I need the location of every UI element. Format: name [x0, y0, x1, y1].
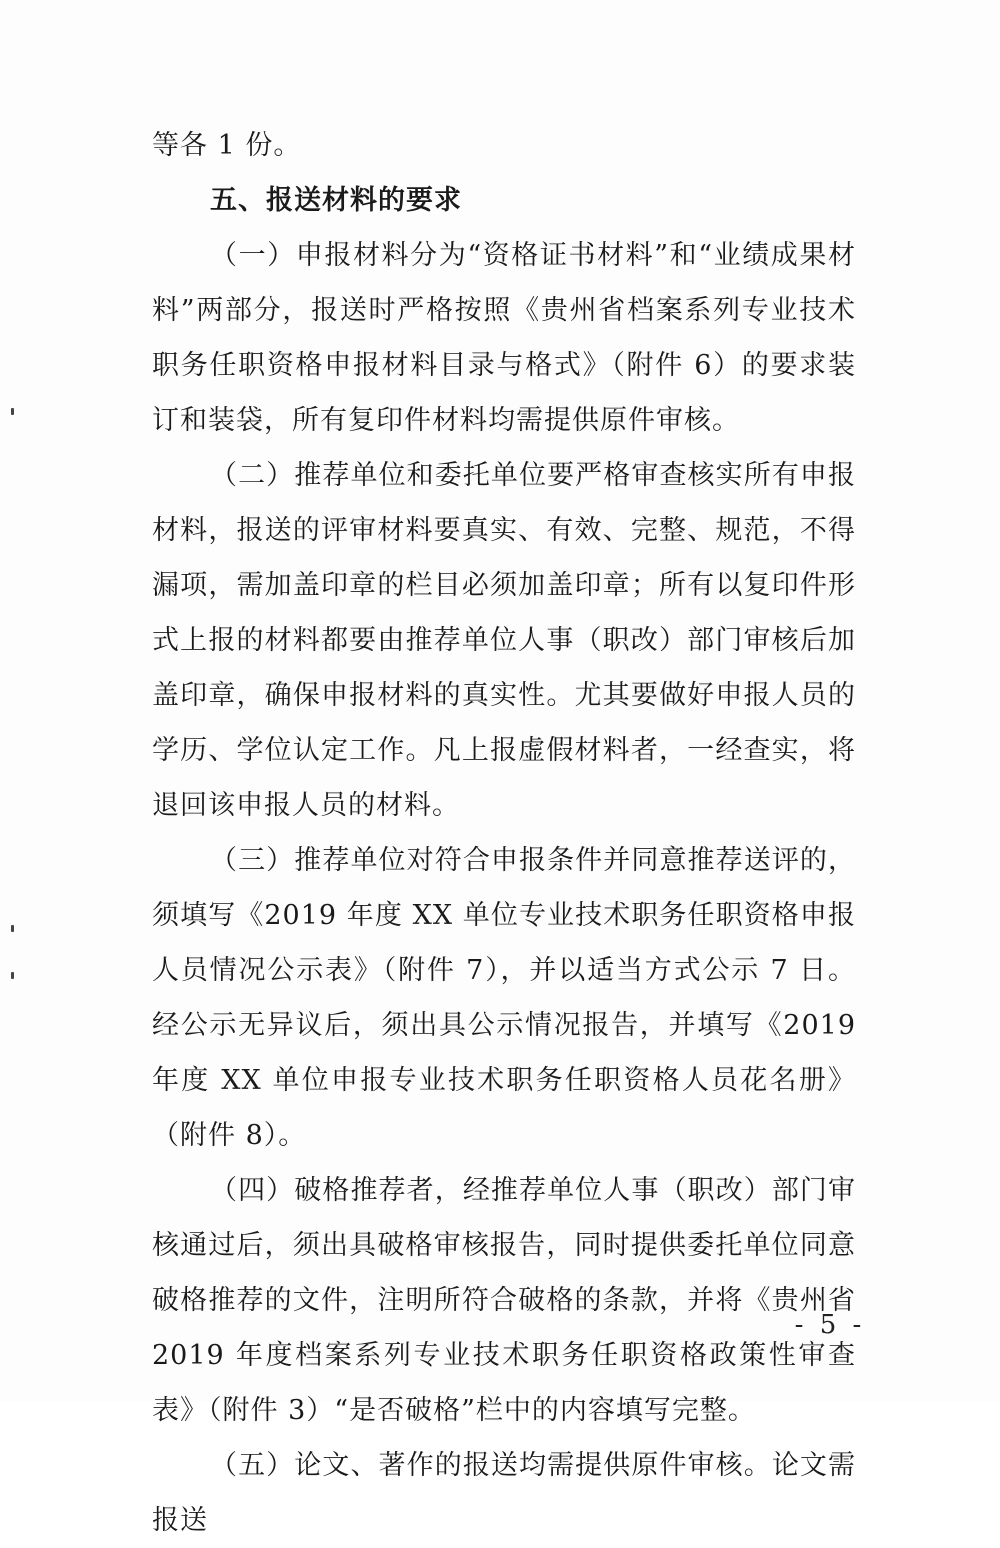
continuation-paragraph: 等各 1 份。 [152, 130, 302, 161]
binding-mark [11, 972, 14, 979]
paragraph-item-4: （四）破格推荐者，经推荐单位人事（职改）部门审核通过后，须出具破格审核报告，同时提供委托单位同意破格推荐的文件，注明所符合破格的条款，并将《贵州省 2019 年度档案系列专业技术职务任职资格政策性审查表》（附件 3）“是否破格”栏中的内容填写完整。 [152, 1175, 856, 1426]
page-number: - 5 - [794, 1310, 866, 1340]
paragraph-item-1: （一）申报材料分为“资格证书材料”和“业绩成果材料”两部分，报送时严格按照《贵州省档案系列专业技术职务任职资格申报材料目录与格式》（附件 6）的要求装订和装袋，所有复印件材料均需提供原件审核。 [152, 240, 856, 436]
paragraph-item-2: （二）推荐单位和委托单位要严格审查核实所有申报材料，报送的评审材料要真实、有效、完整、规范，不得漏项，需加盖印章的栏目必须加盖印章；所有以复印件形式上报的材料都要由推荐单位人事（职改）部门审核后加盖印章，确保申报材料的真实性。尤其要做好申报人员的学历、学位认定工作。凡上报虚假材料者，一经查实，将退回该申报人员的材料。 [152, 460, 856, 821]
binding-mark [11, 925, 14, 932]
document-body [152, 118, 856, 1548]
binding-mark [11, 408, 14, 415]
section-heading: 五、报送材料的要求 [210, 185, 462, 216]
paragraph-item-3: （三）推荐单位对符合申报条件并同意推荐送评的，须填写《2019 年度 XX 单位专业技术职务任职资格申报人员情况公示表》（附件 7），并以适当方式公示 7 日。经公示无异议后，须出具公示情况报告，并填写《2019 年度 XX 单位申报专业技术职务任职资格人员花名册》（附件 8）。 [152, 845, 856, 1151]
paragraph-item-5: （五）论文、著作的报送均需提供原件审核。论文需报送 [152, 1450, 856, 1536]
